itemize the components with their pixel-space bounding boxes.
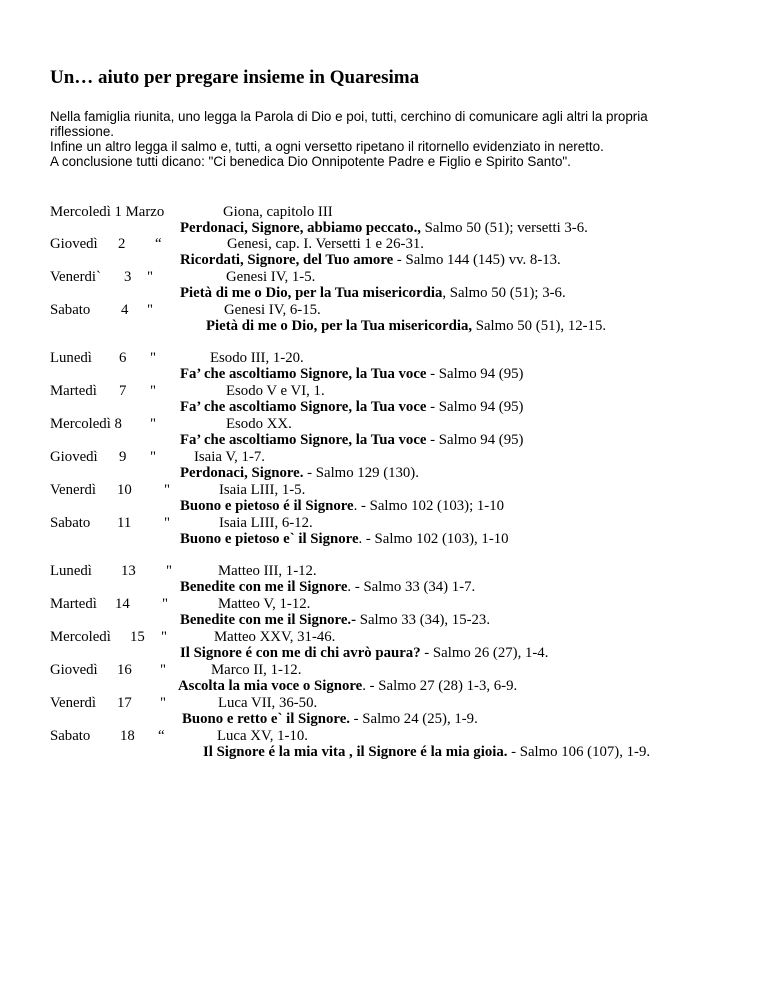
entry-refrain: Buono e pietoso é il Signore	[180, 498, 354, 514]
entry-day: Venerdi`	[50, 269, 101, 285]
page-title: Un… aiuto per pregare insieme in Quaresima	[50, 67, 420, 88]
entry-ditto-mark: "	[164, 515, 171, 531]
entry-refrain-line	[180, 466, 419, 481]
entry-number: 16	[117, 662, 132, 678]
entry-reading: Genesi IV, 1-5.	[226, 269, 316, 285]
entry-day: Venerdì	[50, 695, 97, 711]
entry-number: 13	[121, 563, 136, 579]
entry-refrain: Il Signore é la mia vita , il Signore é la mia gioia.	[203, 744, 508, 760]
entry-day: Lunedì	[50, 563, 92, 579]
entry-refrain-line	[180, 532, 509, 547]
entry-reading: Matteo III, 1-12.	[218, 563, 317, 579]
entry-psalm: . - Salmo 102 (103), 1-10	[358, 531, 509, 547]
entry-psalm: Salmo 50 (51); versetti 3-6.	[420, 220, 588, 236]
entry-number: 10	[117, 482, 132, 498]
entry-reading: Genesi IV, 6-15.	[224, 302, 321, 318]
entry-ditto-mark: "	[147, 302, 154, 318]
entry-ditto-mark: “	[155, 236, 162, 252]
entry-refrain-line	[203, 745, 650, 760]
entry-refrain-line	[180, 433, 523, 448]
entry-psalm: - Salmo 94 (95)	[426, 366, 524, 382]
intro-line-2: riflessione.	[50, 124, 115, 139]
entry-refrain-line	[180, 499, 504, 514]
entry-reading: Esodo V e VI, 1.	[226, 383, 325, 399]
entry-refrain: Buono e retto e` il Signore.	[182, 711, 350, 727]
entry-number: 2	[118, 236, 126, 252]
entry-psalm: - Salmo 94 (95)	[426, 399, 524, 415]
entry-psalm: - Salmo 26 (27), 1-4.	[420, 645, 549, 661]
entry-psalm: - Salmo 144 (145) vv. 8-13.	[393, 252, 561, 268]
entry-day: Giovedì	[50, 236, 98, 252]
entry-ditto-mark: "	[164, 482, 171, 498]
entry-refrain-line	[178, 679, 517, 694]
entry-psalm: . - Salmo 33 (34) 1-7.	[347, 579, 476, 595]
entry-reading: Luca VII, 36-50.	[218, 695, 318, 711]
entry-psalm: - Salmo 129 (130).	[303, 465, 419, 481]
entry-number: 11	[117, 515, 132, 531]
entry-ditto-mark: “	[158, 728, 165, 744]
entry-day: Mercoledì 8	[50, 416, 122, 432]
entry-refrain-line	[180, 646, 548, 661]
entry-day: Martedì	[50, 383, 97, 399]
entry-refrain: Perdonaci, Signore.	[180, 465, 304, 481]
entry-reading: Esodo XX.	[226, 416, 292, 432]
entry-reading: Matteo XXV, 31-46.	[214, 629, 336, 645]
entry-number: 14	[115, 596, 130, 612]
entry-ditto-mark: "	[150, 416, 157, 432]
entry-ditto-mark: "	[160, 695, 167, 711]
entry-psalm: - Salmo 106 (107), 1-9.	[507, 744, 651, 760]
intro-line-3: Infine un altro legga il salmo e, tutti, a ogni versetto ripetano il ritornello evidenziato in neretto.	[50, 139, 604, 154]
entry-day: Martedì	[50, 596, 97, 612]
entry-refrain-line	[180, 253, 561, 268]
entry-ditto-mark: "	[150, 449, 157, 465]
entry-refrain: Benedite con me il Signore.-	[180, 612, 357, 628]
intro-line-1: Nella famiglia riunita, uno legga la Parola di Dio e poi, tutti, cerchino di comunicare agli altri la propria	[50, 109, 648, 124]
entry-reading: Genesi, cap. I. Versetti 1 e 26-31.	[227, 236, 424, 252]
entry-number: 3	[124, 269, 132, 285]
entry-refrain-line	[180, 221, 588, 236]
entry-psalm: . - Salmo 27 (28) 1-3, 6-9.	[362, 678, 518, 694]
entry-psalm: . - Salmo 102 (103); 1-10	[353, 498, 505, 514]
entry-reading: Marco II, 1-12.	[211, 662, 302, 678]
entry-refrain: Pietà di me o Dio, per la Tua misericordia	[180, 285, 443, 301]
entry-day: Sabato	[50, 728, 91, 744]
entry-psalm: Salmo 33 (34), 15-23.	[356, 612, 491, 628]
entry-day: Sabato	[50, 515, 91, 531]
entry-refrain: Fa’ che ascoltiamo Signore, la Tua voce	[180, 366, 427, 382]
entry-day: Giovedì	[50, 449, 98, 465]
entry-refrain-line	[180, 367, 523, 382]
entry-ditto-mark: "	[166, 563, 173, 579]
entry-day: Sabato	[50, 302, 91, 318]
entry-psalm: , Salmo 50 (51); 3-6.	[442, 285, 566, 301]
entry-refrain-line	[180, 286, 566, 301]
entry-ditto-mark: "	[161, 629, 168, 645]
entry-psalm: - Salmo 94 (95)	[426, 432, 524, 448]
intro-line-4: A conclusione tutti dicano: "Ci benedica Dio Onnipotente Padre e Figlio e Spirito Santo".	[50, 154, 571, 169]
entry-day: Venerdì	[50, 482, 97, 498]
entry-refrain: Ascolta la mia voce o Signore	[178, 678, 363, 694]
entry-number: 15	[130, 629, 145, 645]
entry-ditto-mark: "	[160, 662, 167, 678]
entry-ditto-mark: "	[162, 596, 169, 612]
entry-day: Mercoledì	[50, 629, 111, 645]
entry-reading: Isaia V, 1-7.	[194, 449, 265, 465]
entry-refrain-line	[206, 319, 606, 334]
entry-refrain: Fa’ che ascoltiamo Signore, la Tua voce	[180, 432, 427, 448]
entry-refrain: Perdonaci, Signore, abbiamo peccato.,	[180, 220, 421, 236]
entry-psalm: Salmo 50 (51), 12-15.	[472, 318, 607, 334]
entry-number: 4	[121, 302, 129, 318]
entry-refrain-line	[180, 580, 475, 595]
entry-refrain-line	[180, 400, 523, 415]
entry-refrain: Benedite con me il Signore	[180, 579, 348, 595]
entry-refrain-line	[180, 613, 490, 628]
entry-refrain: Buono e pietoso e` il Signore	[180, 531, 359, 547]
entry-number: 18	[120, 728, 135, 744]
entry-psalm: - Salmo 24 (25), 1-9.	[349, 711, 478, 727]
entry-refrain: Ricordati, Signore, del Tuo amore	[180, 252, 394, 268]
entry-reading: Matteo V, 1-12.	[218, 596, 311, 612]
entry-refrain: Fa’ che ascoltiamo Signore, la Tua voce	[180, 399, 427, 415]
entry-refrain-line	[182, 712, 478, 727]
entry-refrain: Pietà di me o Dio, per la Tua misericordia,	[206, 318, 473, 334]
entry-number: 7	[119, 383, 127, 399]
entry-reading: Giona, capitolo III	[223, 204, 333, 220]
entry-number: 17	[117, 695, 132, 711]
entry-reading: Isaia LIII, 6-12.	[219, 515, 313, 531]
entry-day: Giovedì	[50, 662, 98, 678]
entry-reading: Isaia LIII, 1-5.	[219, 482, 306, 498]
entry-reading: Luca XV, 1-10.	[217, 728, 308, 744]
entry-ditto-mark: "	[150, 383, 157, 399]
entry-reading: Esodo III, 1-20.	[210, 350, 304, 366]
entry-ditto-mark: "	[150, 350, 157, 366]
entry-refrain: Il Signore é con me di chi avrò paura?	[180, 645, 421, 661]
entry-day: Lunedì	[50, 350, 92, 366]
entry-day: Mercoledì 1 Marzo	[50, 204, 165, 220]
entry-number: 9	[119, 449, 127, 465]
entry-number: 6	[119, 350, 127, 366]
entry-ditto-mark: "	[147, 269, 154, 285]
